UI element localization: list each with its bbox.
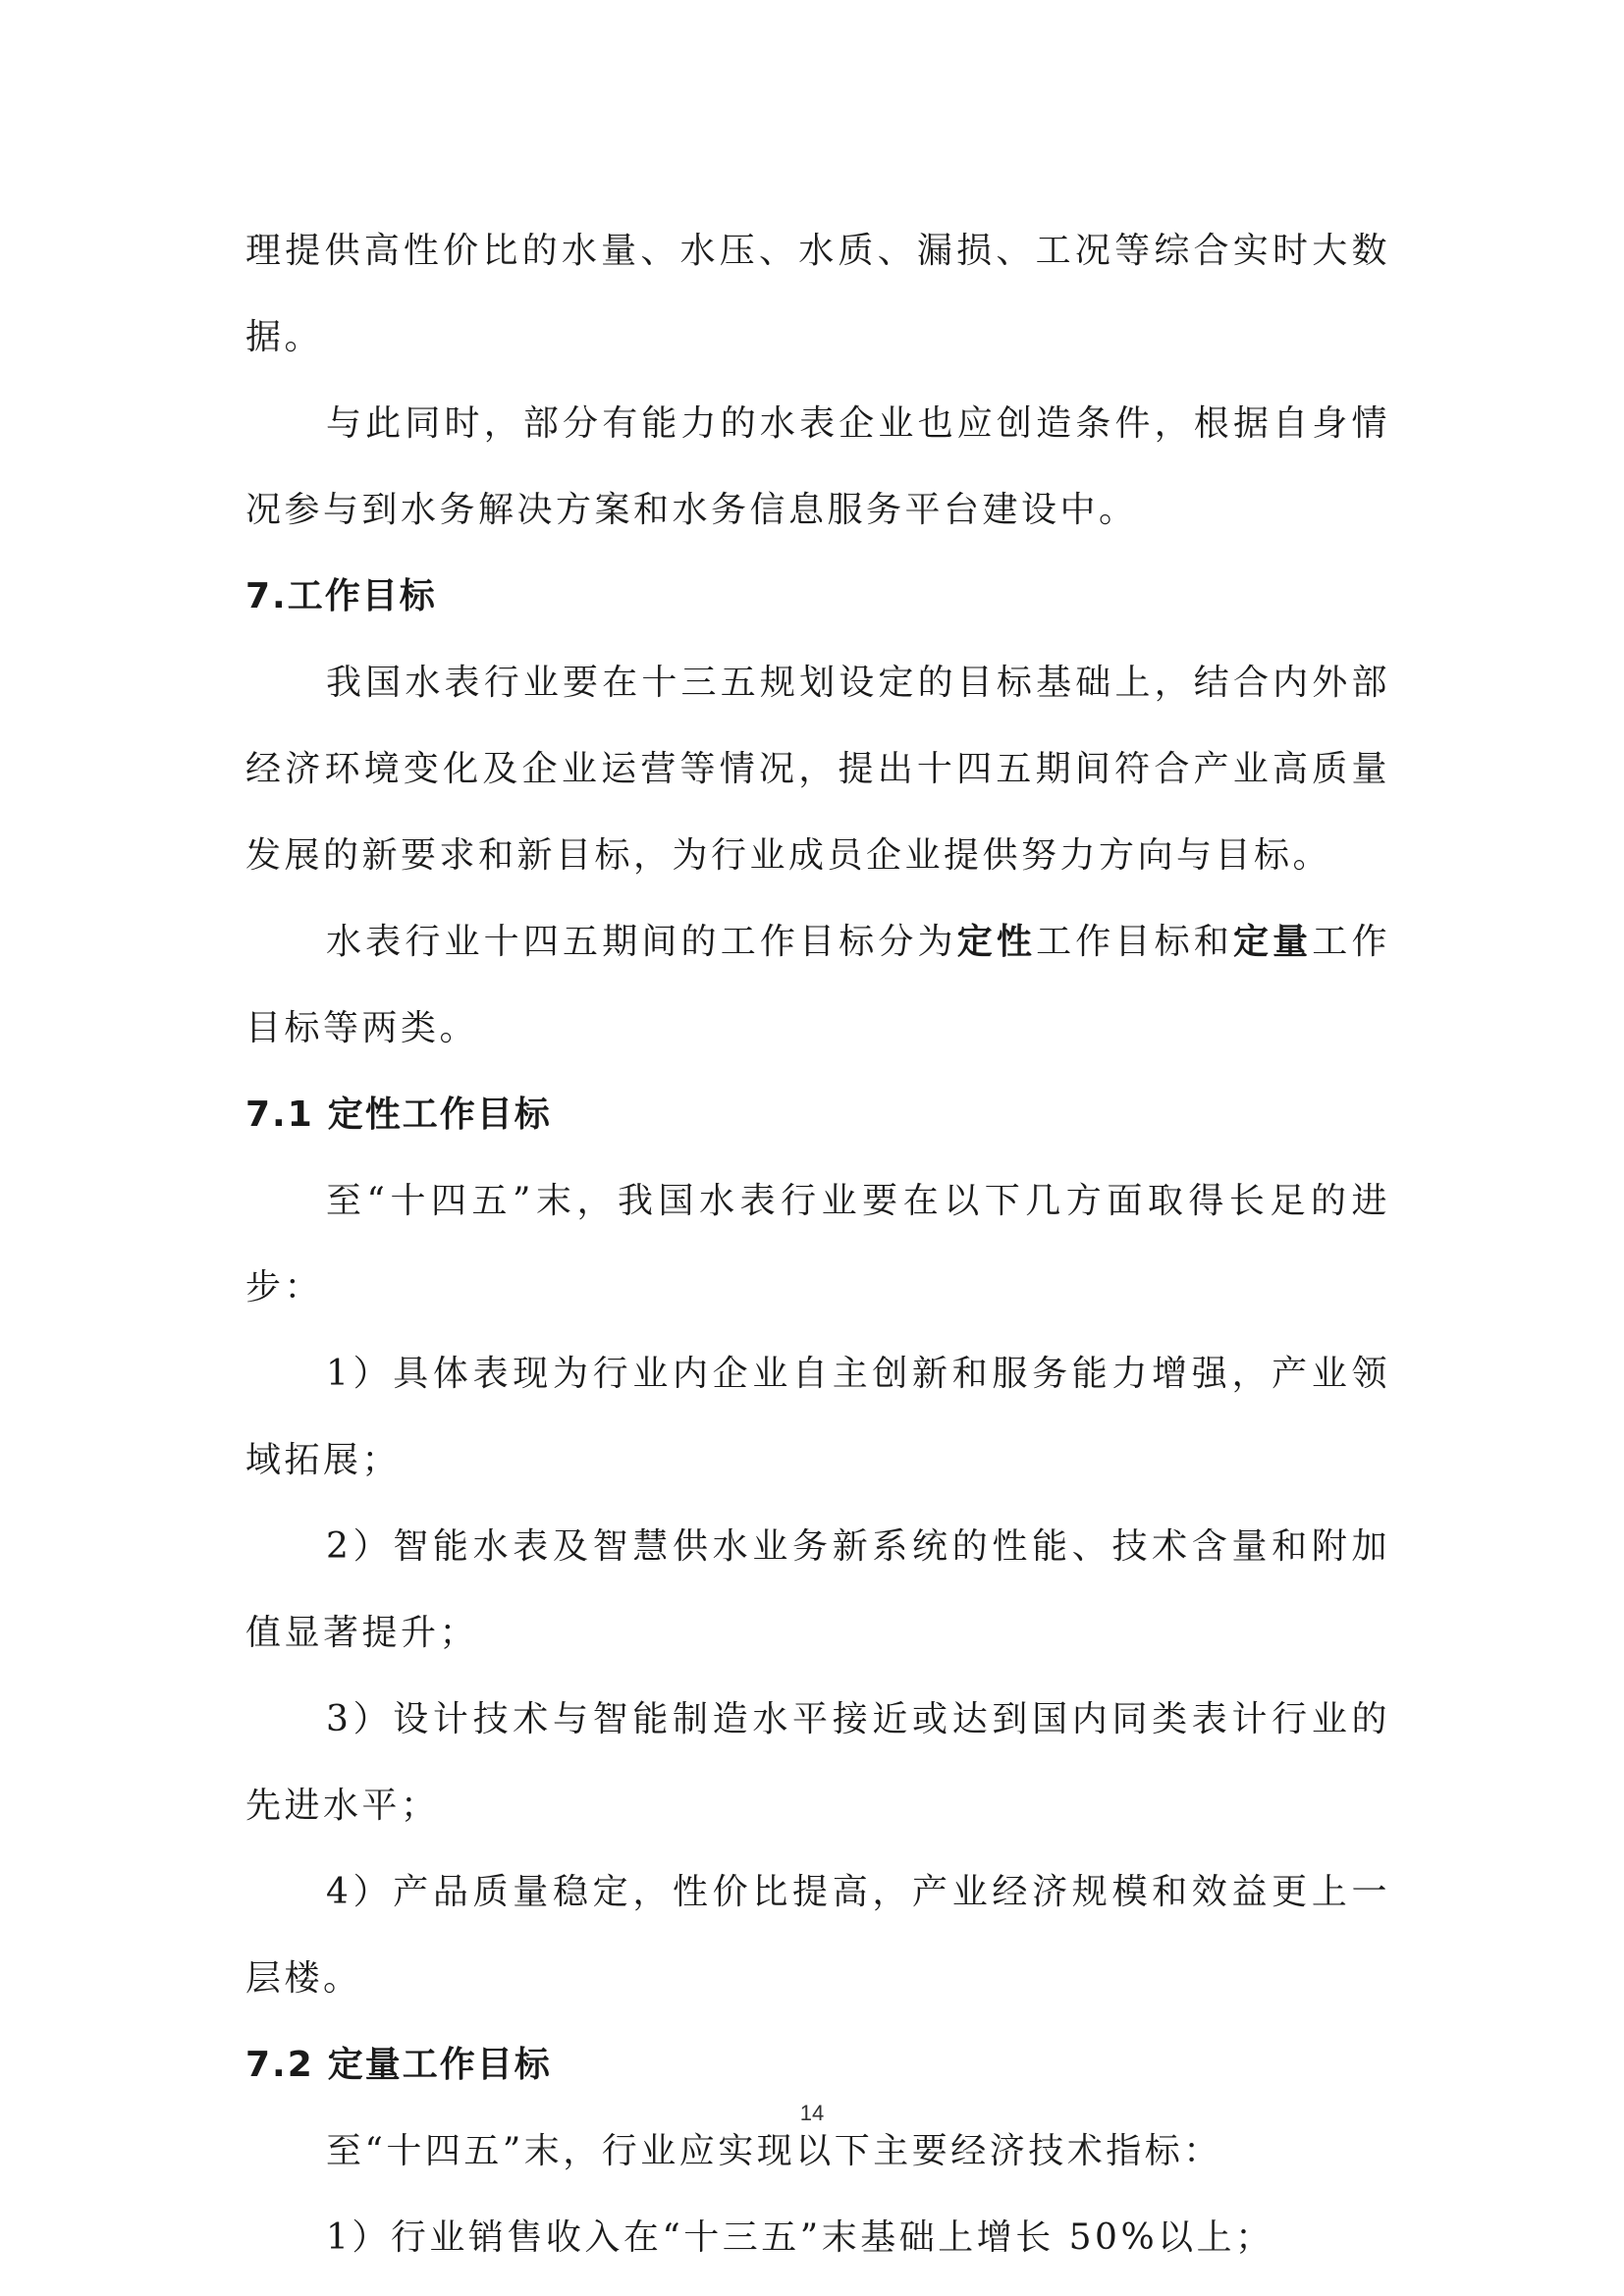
paragraph-continuation: 理提供高性价比的水量、水压、水质、漏损、工况等综合实时大数据。 [245, 231, 1390, 357]
list-item-quantitative-1: 1）行业销售收入在“十三五”末基础上增长 50%以上； [326, 2217, 1274, 2258]
heading-text: 定性工作目标 [327, 1095, 552, 1135]
goal-types-text-2: 工作目标和 [1036, 922, 1233, 962]
page-number: 14 [799, 2101, 825, 2125]
paragraph-industry-goals: 我国水表行业要在十三五规划设定的目标基础上，结合内外部经济环境变化及企业运营等情况，提出十四五期间符合产业高质量发展的新要求和新目标，为行业成员企业提供努力方向与目标。 [245, 663, 1390, 876]
heading-number: 7.1 [245, 1095, 314, 1135]
paragraph-goal-types [245, 899, 1390, 1072]
paragraph-quantitative-intro: 至“十四五”末，行业应实现以下主要经济技术指标： [326, 2131, 1222, 2171]
heading-number: 7.2 [245, 2045, 314, 2085]
list-item-qualitative-4: 4）产品质量稳定，性价比提高，产业经济规模和效益更上一层楼。 [245, 1872, 1390, 1999]
goal-types-text-3: 工作目标等两类。 [245, 922, 1390, 1048]
list-item-qualitative-1: 1）具体表现为行业内企业自主创新和服务能力增强，产业领域拓展； [245, 1354, 1390, 1480]
goal-types-text-1: 水表行业十四五期间的工作目标分为 [326, 922, 957, 962]
list-item-qualitative-3: 3）设计技术与智能制造水平接近或达到国内同类表计行业的先进水平； [245, 1699, 1390, 1826]
paragraph-qualitative-intro: 至“十四五”末，我国水表行业要在以下几方面取得长足的进步： [245, 1181, 1390, 1308]
document-body [245, 208, 1390, 2281]
qualitative-keyword: 定性 [956, 922, 1037, 962]
section-heading-qualitative-goals [245, 1072, 1390, 1158]
paragraph-water-meter-enterprises: 与此同时，部分有能力的水表企业也应创造条件，根据自身情况参与到水务解决方案和水务信息服务平台建设中。 [245, 403, 1390, 530]
quantitative-keyword: 定量 [1232, 922, 1313, 962]
list-item-qualitative-2: 2）智能水表及智慧供水业务新系统的性能、技术含量和附加值显著提升； [245, 1526, 1390, 1653]
section-heading-work-goals: 7.工作目标 [245, 576, 437, 616]
section-heading-quantitative-goals [245, 2022, 1390, 2109]
heading-text: 定量工作目标 [327, 2045, 552, 2085]
